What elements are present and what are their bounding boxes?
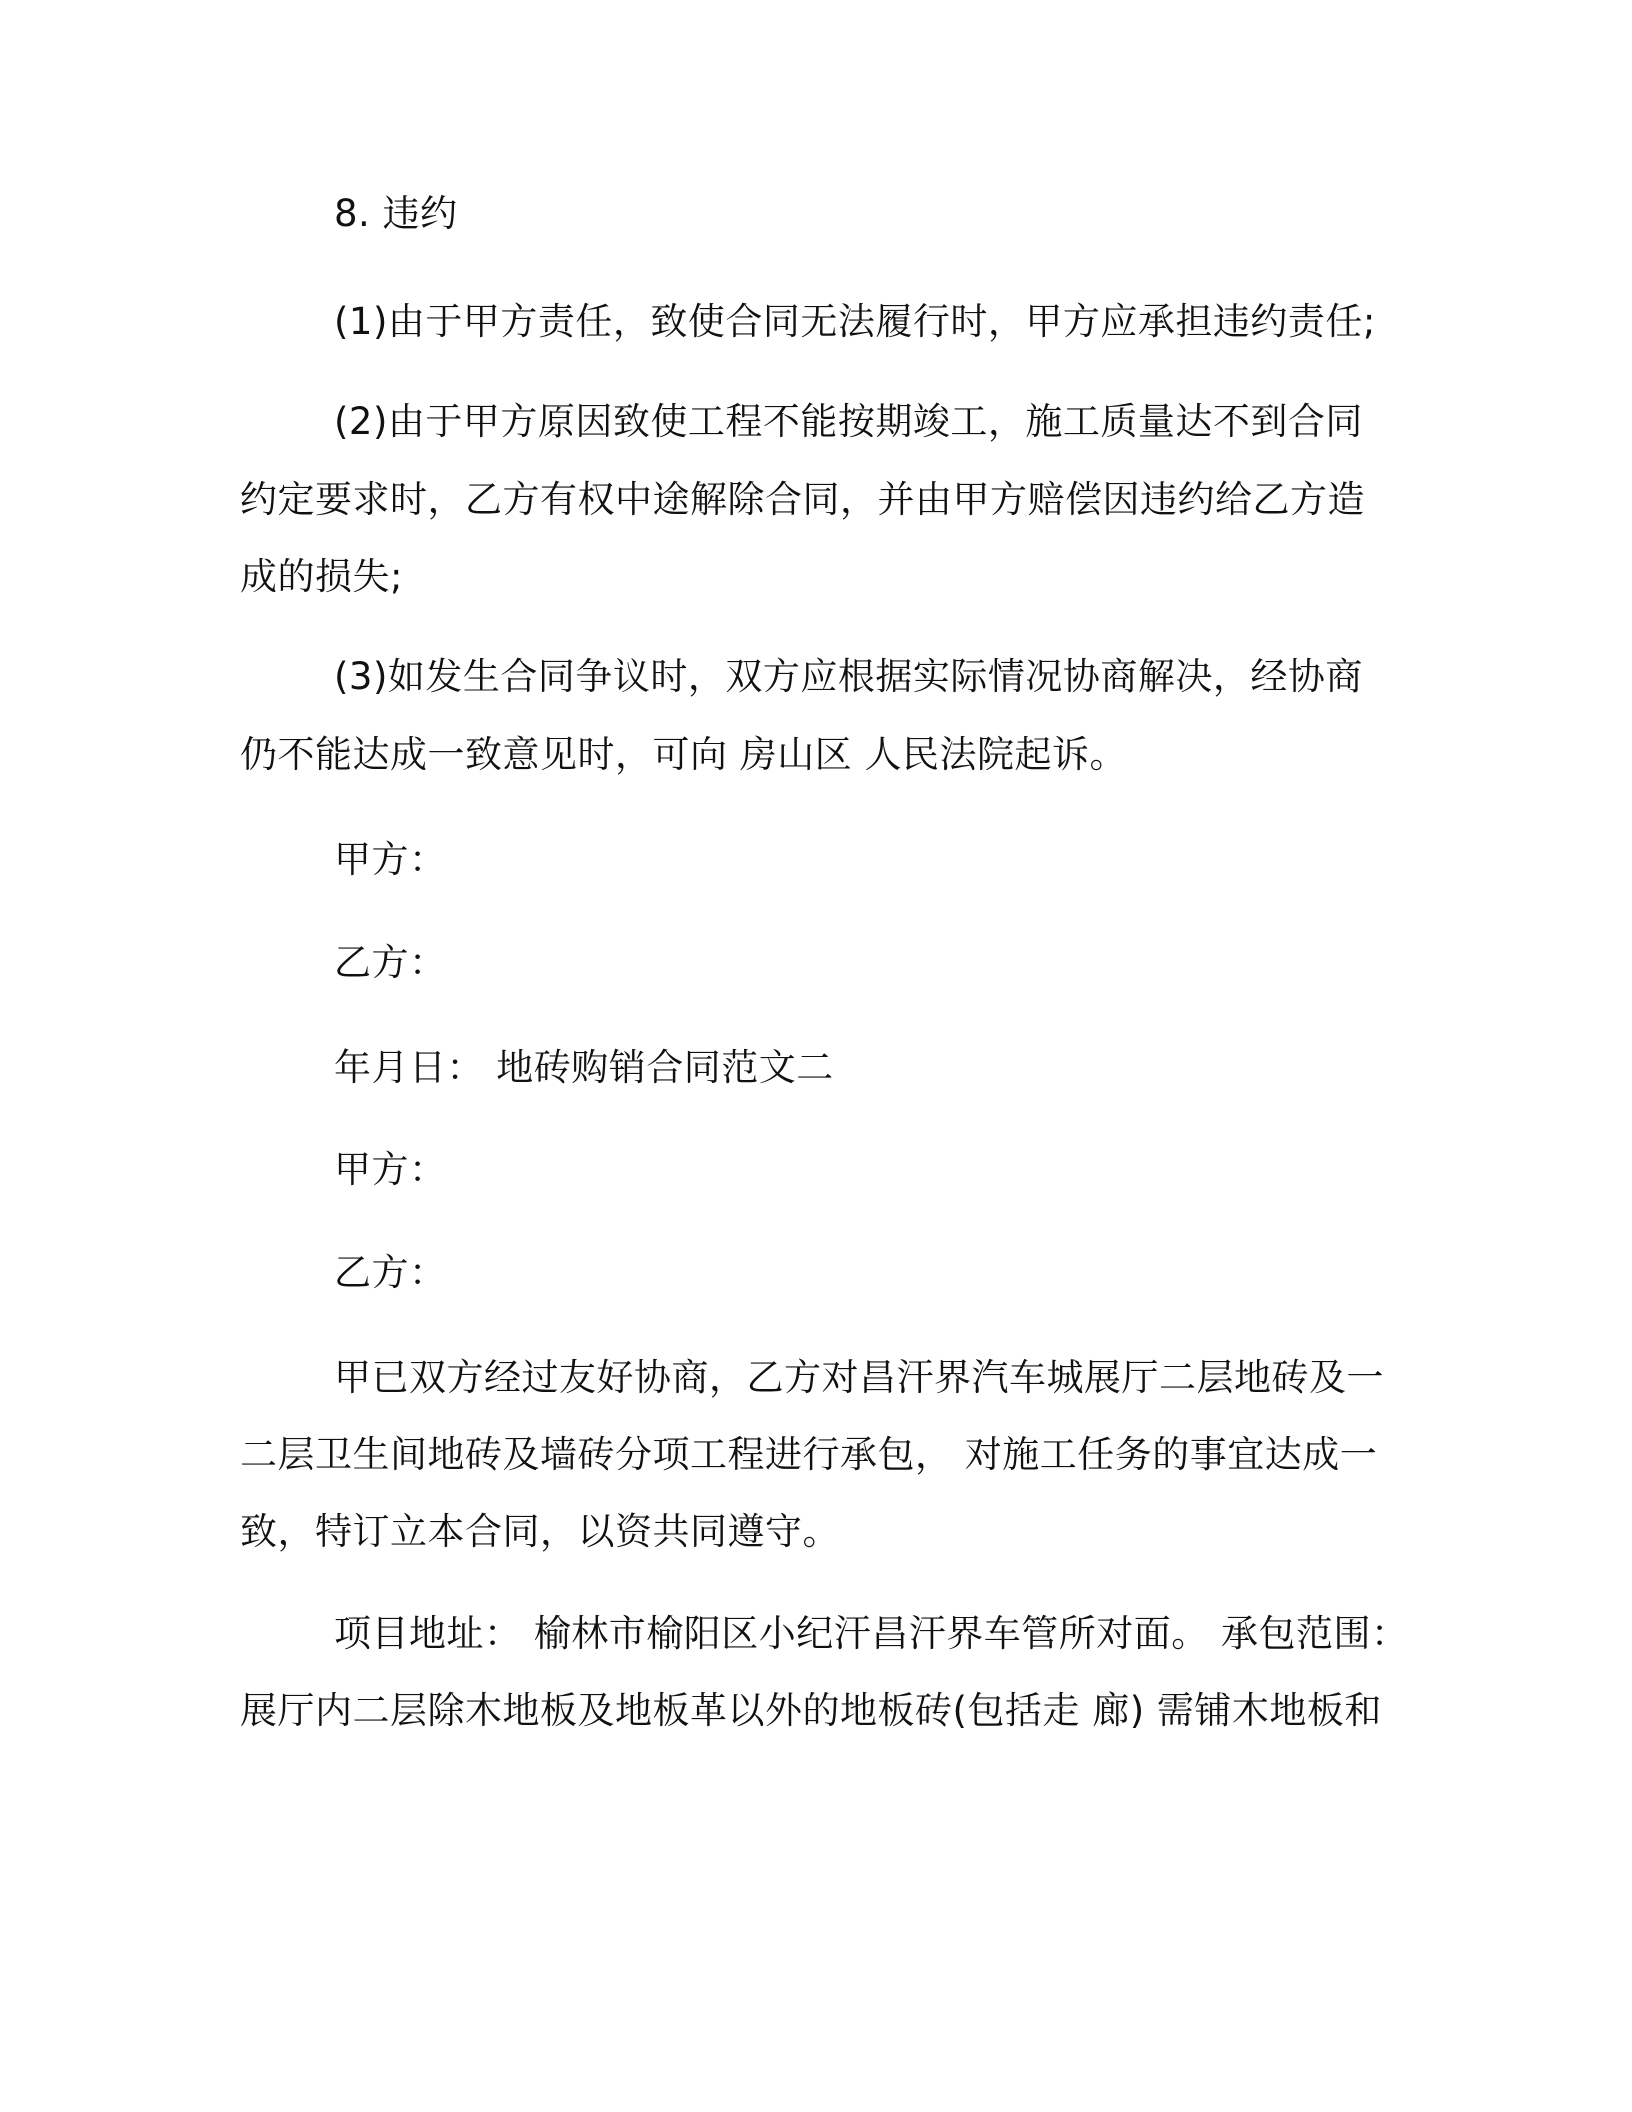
scope-line: 展厅内二层除木地板及地板革以外的地板砖(包括走 廊) 需铺木地板和 bbox=[240, 1689, 1382, 1732]
clause-2-line-2: 约定要求时，乙方有权中途解除合同，并由甲方赔偿因违约给乙方造 bbox=[240, 478, 1365, 521]
date-and-title: 年月日： 地砖购销合同范文二 bbox=[334, 1046, 834, 1089]
party-a-label-2: 甲方： bbox=[334, 1148, 447, 1191]
clause-2-line-3: 成的损失; bbox=[240, 555, 403, 598]
project-address-line: 项目地址： 榆林市榆阳区小纪汗昌汗界车管所对面。 承包范围： bbox=[334, 1612, 1409, 1655]
party-a-label: 甲方： bbox=[334, 838, 447, 881]
intro-line-3: 致，特订立本合同，以资共同遵守。 bbox=[240, 1510, 840, 1553]
clause-3-line-2: 仍不能达成一致意见时，可向 房山区 人民法院起诉。 bbox=[240, 733, 1128, 776]
section-heading-breach: 8. 违约 bbox=[334, 192, 458, 235]
party-b-label: 乙方： bbox=[334, 941, 447, 984]
clause-2-line-1: (2)由于甲方原因致使工程不能按期竣工，施工质量达不到合同 bbox=[334, 400, 1363, 443]
clause-1: (1)由于甲方责任，致使合同无法履行时，甲方应承担违约责任; bbox=[334, 300, 1376, 343]
intro-line-2: 二层卫生间地砖及墙砖分项工程进行承包， 对施工任务的事宜达成一 bbox=[240, 1433, 1378, 1476]
clause-3-line-1: (3)如发生合同争议时，双方应根据实际情况协商解决，经协商 bbox=[334, 655, 1363, 698]
party-b-label-2: 乙方： bbox=[334, 1251, 447, 1294]
intro-line-1: 甲已双方经过友好协商，乙方对昌汗界汽车城展厅二层地砖及一 bbox=[334, 1356, 1384, 1399]
